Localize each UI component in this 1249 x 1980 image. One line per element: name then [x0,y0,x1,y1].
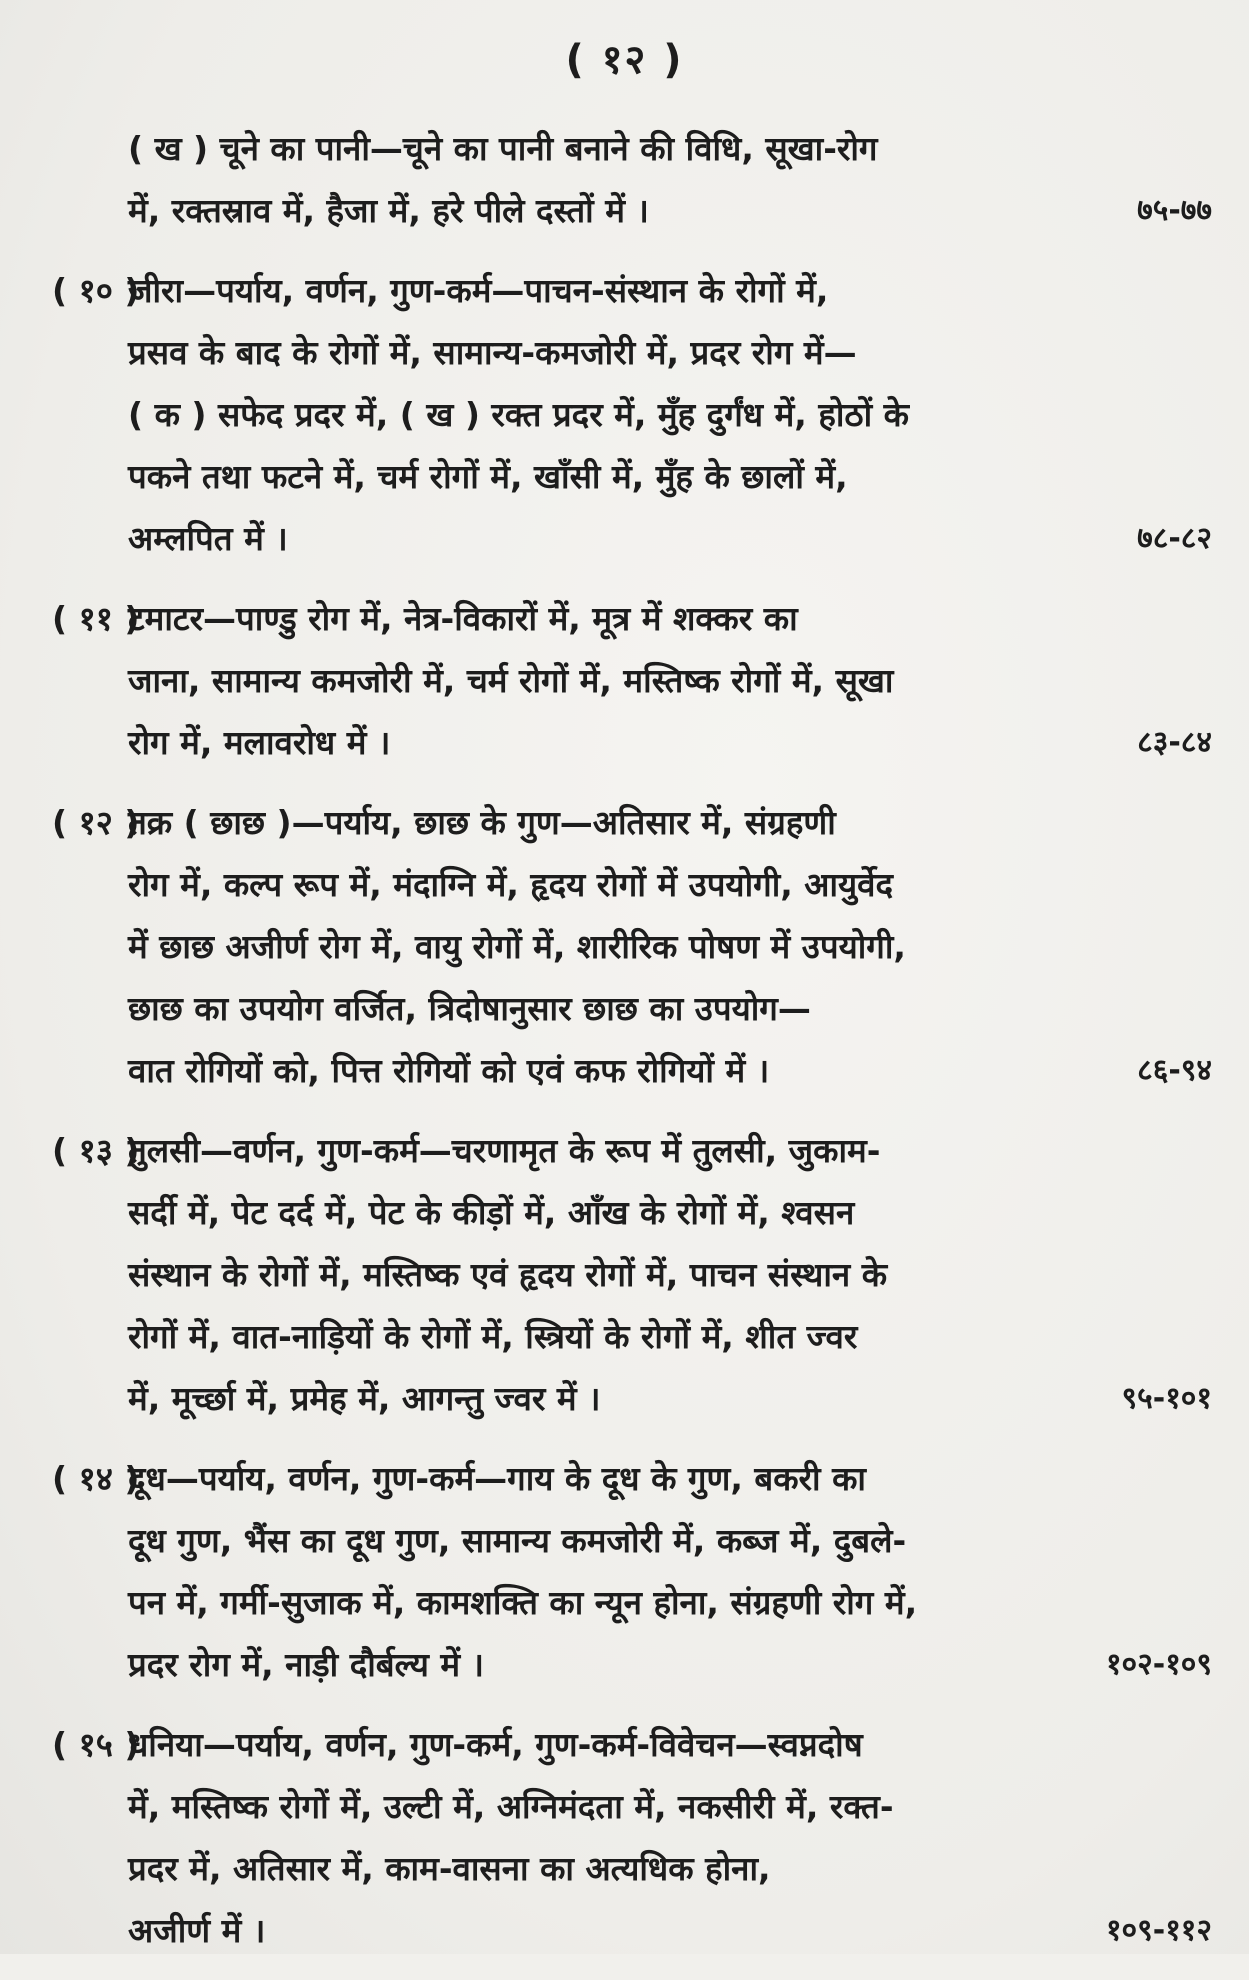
index-entry [52,118,1212,242]
entry-page-range: ८६-९४ [1137,1053,1212,1088]
entry-text: जाना, सामान्य कमजोरी में, चर्म रोगों में, मस्तिष्क रोगों में, सूखा [128,661,894,700]
entry-line [52,650,1212,712]
entry-text: टमाटर—पाण्डु रोग में, नेत्र-विकारों में, मूत्र में शक्कर का [128,599,798,638]
entry-line [52,180,1212,242]
entry-line [52,1306,1212,1368]
entry-line [52,508,1212,570]
entry-text: रोग में, मलावरोध में । [128,723,391,762]
entry-number: ( १० ) [52,271,140,310]
entry-line [52,1714,1212,1776]
entry-text: रोगों में, वात-नाड़ियों के रोगों में, स्त्रियों के रोगों में, शीत ज्वर [128,1317,858,1356]
entry-text: में, रक्तस्राव में, हैजा में, हरे पीले दस्तों में । [128,191,649,230]
entry-line [52,384,1212,446]
entry-line [52,1368,1212,1430]
entry-line [52,1900,1212,1962]
entry-text: में, मस्तिष्क रोगों में, उल्टी में, अग्निमंदता में, नकसीरी में, रक्त- [128,1787,894,1826]
entry-text: रोग में, कल्प रूप में, मंदाग्नि में, हृदय रोगों में उपयोगी, आयुर्वेद [128,865,894,904]
entry-line [52,1634,1212,1696]
entry-text: संस्थान के रोगों में, मस्तिष्क एवं हृदय रोगों में, पाचन संस्थान के [128,1255,888,1294]
index-entry [52,1448,1212,1696]
entry-line [52,1182,1212,1244]
entry-line [52,588,1212,650]
entry-line [52,1448,1212,1510]
entry-text: धनिया—पर्याय, वर्णन, गुण-कर्म, गुण-कर्म-विवेचन—स्वप्नदोष [128,1725,863,1764]
index-entry [52,588,1212,774]
entry-text: दूध—पर्याय, वर्णन, गुण-कर्म—गाय के दूध के गुण, बकरी का [128,1459,866,1498]
entry-text: तुलसी—वर्णन, गुण-कर्म—चरणामृत के रूप में तुलसी, जुकाम- [128,1131,881,1170]
entry-text: वात रोगियों को, पित्त रोगियों को एवं कफ रोगियों में । [128,1051,770,1090]
entry-page-range: ७५-७७ [1137,193,1212,228]
entry-line [52,118,1212,180]
entry-number: ( १३ ) [52,1131,140,1170]
entry-line [52,712,1212,774]
entry-line [52,1040,1212,1102]
index-entry [52,1714,1212,1962]
entry-text: सर्दी में, पेट दर्द में, पेट के कीड़ों में, आँख के रोगों में, श्वसन [128,1193,855,1232]
entry-line [52,1510,1212,1572]
entry-number: ( १५ ) [52,1725,140,1764]
entry-text: में छाछ अजीर्ण रोग में, वायु रोगों में, शारीरिक पोषण में उपयोगी, [128,927,906,966]
entry-line [52,1838,1212,1900]
entry-text: प्रसव के बाद के रोगों में, सामान्य-कमजोरी में, प्रदर रोग में— [128,333,857,372]
entry-text: प्रदर में, अतिसार में, काम-वासना का अत्यधिक होना, [128,1849,771,1888]
index-entry [52,1120,1212,1430]
entry-text: छाछ का उपयोग वर्जित, त्रिदोषानुसार छाछ का उपयोग— [128,989,811,1028]
entry-text: पन में, गर्मी-सुजाक में, कामशक्ति का न्यून होना, संग्रहणी रोग में, [128,1583,918,1622]
entry-text: अजीर्ण में । [128,1911,266,1950]
entry-line [52,916,1212,978]
entry-page-range: ९५-१०१ [1121,1381,1212,1416]
entry-line [52,978,1212,1040]
entry-line [52,854,1212,916]
entry-line [52,260,1212,322]
entry-line [52,1572,1212,1634]
entry-text: तक्र ( छाछ )—पर्याय, छाछ के गुण—अतिसार में, संग्रहणी [128,803,836,842]
index-entry [52,792,1212,1102]
index-list [52,118,1212,1980]
entry-number: ( १४ ) [52,1459,140,1498]
entry-line [52,792,1212,854]
entry-page-range: १०२-१०९ [1105,1647,1212,1682]
entry-page-range: ७८-८२ [1137,521,1212,556]
page-number-header: ( १२ ) [565,37,684,83]
entry-text: ( क ) सफेद प्रदर में, ( ख ) रक्त प्रदर में, मुँह दुर्गंध में, होठों के [128,395,909,434]
entry-text: प्रदर रोग में, नाड़ी दौर्बल्य में । [128,1645,485,1684]
entry-text: जीरा—पर्याय, वर्णन, गुण-कर्म—पाचन-संस्थान के रोगों में, [128,271,829,310]
entry-text: ( ख ) चूने का पानी—चूने का पानी बनाने की विधि, सूखा-रोग [128,129,878,168]
entry-text: में, मूर्च्छा में, प्रमेह में, आगन्तु ज्वर में । [128,1379,601,1418]
entry-number: ( ११ ) [52,599,140,638]
entry-line [52,1776,1212,1838]
entry-text: पकने तथा फटने में, चर्म रोगों में, खाँसी में, मुँह के छालों में, [128,457,848,496]
entry-text: दूध गुण, भैंस का दूध गुण, सामान्य कमजोरी में, कब्ज में, दुबले- [128,1521,907,1560]
entry-number: ( १२ ) [52,803,140,842]
entry-text: अम्लपित में । [128,519,288,558]
entry-line [52,446,1212,508]
entry-page-range: ८३-८४ [1137,725,1212,760]
entry-line [52,1120,1212,1182]
entry-line [52,322,1212,384]
index-entry [52,260,1212,570]
entry-page-range: १०९-११२ [1105,1913,1212,1948]
entry-line [52,1244,1212,1306]
